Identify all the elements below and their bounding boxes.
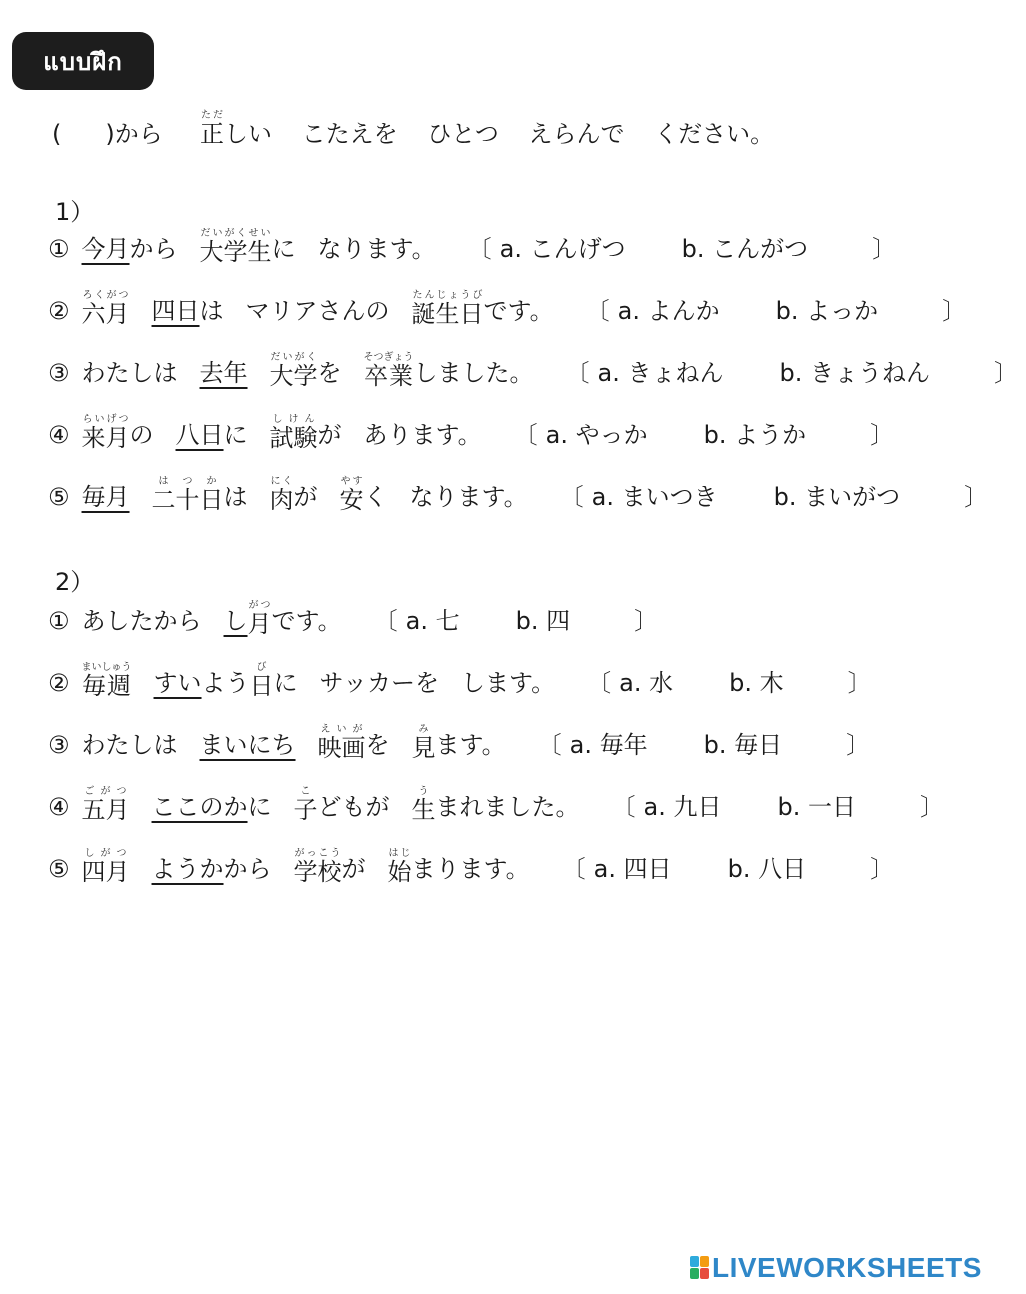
question-1-4: ④ 来月らいげつ の 八日 に 試験しけん が あります。 〔 a. やっか b. ようか 〕 [48, 414, 902, 455]
option-a[interactable]: a. まいつき [591, 482, 718, 511]
option-b[interactable]: b. よっか [775, 296, 879, 325]
answer-choices: 〔 a. 七 b. 四 〕 [366, 604, 666, 638]
option-a[interactable]: a. 九日 [643, 792, 722, 821]
answer-choices: 〔 a. やっか b. ようか 〕 [506, 418, 902, 452]
option-b[interactable]: b. 毎日 [703, 730, 783, 759]
question-2-5: ⑤ 四月しがつ ようか から 学校がっこう が 始はじ まります。 〔 a. 四日 b. 八日 〕 [48, 848, 902, 889]
target-word: ここのか [151, 792, 248, 821]
option-b[interactable]: b. 四 [515, 606, 571, 635]
option-b[interactable]: b. ようか [703, 420, 807, 449]
target-word: し [223, 606, 248, 635]
question-1-1: ① 今月 から 大学生だいがくせい に なります。 〔 a. こんげつ b. こんがつ 〕 [48, 228, 904, 269]
option-b[interactable]: b. 木 [729, 668, 784, 697]
logo-text: LIVEWORKSHEETS [712, 1252, 982, 1283]
option-a[interactable]: a. 七 [405, 606, 460, 635]
option-a[interactable]: a. 毎年 [569, 730, 648, 759]
option-a[interactable]: a. こんげつ [499, 234, 626, 263]
question-2-1: ① あしたから し 月がつ です。 〔 a. 七 b. 四 〕 [48, 600, 666, 641]
section-1-label: 1） [55, 198, 95, 226]
answer-choices: 〔 a. 四日 b. 八日 〕 [554, 852, 902, 886]
target-word: まいにち [199, 730, 296, 759]
target-word: ようか [151, 854, 224, 883]
answer-choices: 〔 a. まいつき b. まいがつ 〕 [552, 480, 996, 514]
option-b[interactable]: b. まいがつ [773, 482, 901, 511]
question-2-2: ② 毎週まいしゅう すい よう 日び に サッカーを します。 〔 a. 水 b. 木 〕 [48, 662, 880, 703]
section-2-label: 2） [55, 568, 95, 596]
target-word: 去年 [199, 358, 248, 387]
instruction-kanji: 正ただ [200, 110, 225, 148]
liveworksheets-logo [690, 1252, 982, 1284]
answer-choices: 〔 a. 水 b. 木 〕 [579, 666, 879, 700]
option-b[interactable]: b. 一日 [777, 792, 856, 821]
option-a[interactable]: a. やっか [545, 420, 648, 449]
logo-mark-icon [690, 1256, 710, 1280]
option-b[interactable]: b. 八日 [727, 854, 807, 883]
target-word: 八日 [175, 420, 224, 449]
question-1-3: ③ わたしは 去年 大学だいがく を 卒業そつぎょう しました。 〔 a. きょねん b. きょうねん 〕 [48, 352, 1026, 393]
answer-choices: 〔 a. こんげつ b. こんがつ 〕 [460, 232, 904, 266]
answer-choices: 〔 a. 九日 b. 一日 〕 [604, 790, 952, 824]
option-b[interactable]: b. こんがつ [681, 234, 809, 263]
option-a[interactable]: a. よんか [617, 296, 720, 325]
question-2-4: ④ 五月ごがつ ここのか に 子こ どもが 生う まれました。 〔 a. 九日 b. 一日 〕 [48, 786, 952, 827]
option-a[interactable]: a. きょねん [597, 358, 724, 387]
option-a[interactable]: a. 水 [619, 668, 674, 697]
target-word: 今月 [81, 234, 130, 263]
question-1-2: ② 六月ろくがつ 四日 は マリアさんの 誕生日たんじょうび です。 〔 a. よんか b. よっか 〕 [48, 290, 974, 331]
answer-choices: 〔 a. きょねん b. きょうねん 〕 [558, 356, 1026, 390]
exercise-badge: แบบฝึก [12, 32, 154, 90]
option-b[interactable]: b. きょうねん [779, 358, 930, 387]
target-word: すい [153, 668, 202, 697]
answer-choices: 〔 a. よんか b. よっか 〕 [578, 294, 974, 328]
option-a[interactable]: a. 四日 [593, 854, 672, 883]
answer-choices: 〔 a. 毎年 b. 毎日 〕 [530, 728, 878, 762]
question-2-3: ③ わたしは まいにち 映画えいが を 見み ます。 〔 a. 毎年 b. 毎日 〕 [48, 724, 878, 765]
instruction-line: ( )から 正ただしい こたえを ひとつ えらんで ください。 [52, 110, 775, 148]
target-word: 毎月 [81, 482, 130, 511]
question-1-5: ⑤ 毎月 二十日はつか は 肉にく が 安やす く なります。 〔 a. まいつき b. まいがつ 〕 [48, 476, 996, 517]
target-word: 四日 [151, 296, 200, 325]
